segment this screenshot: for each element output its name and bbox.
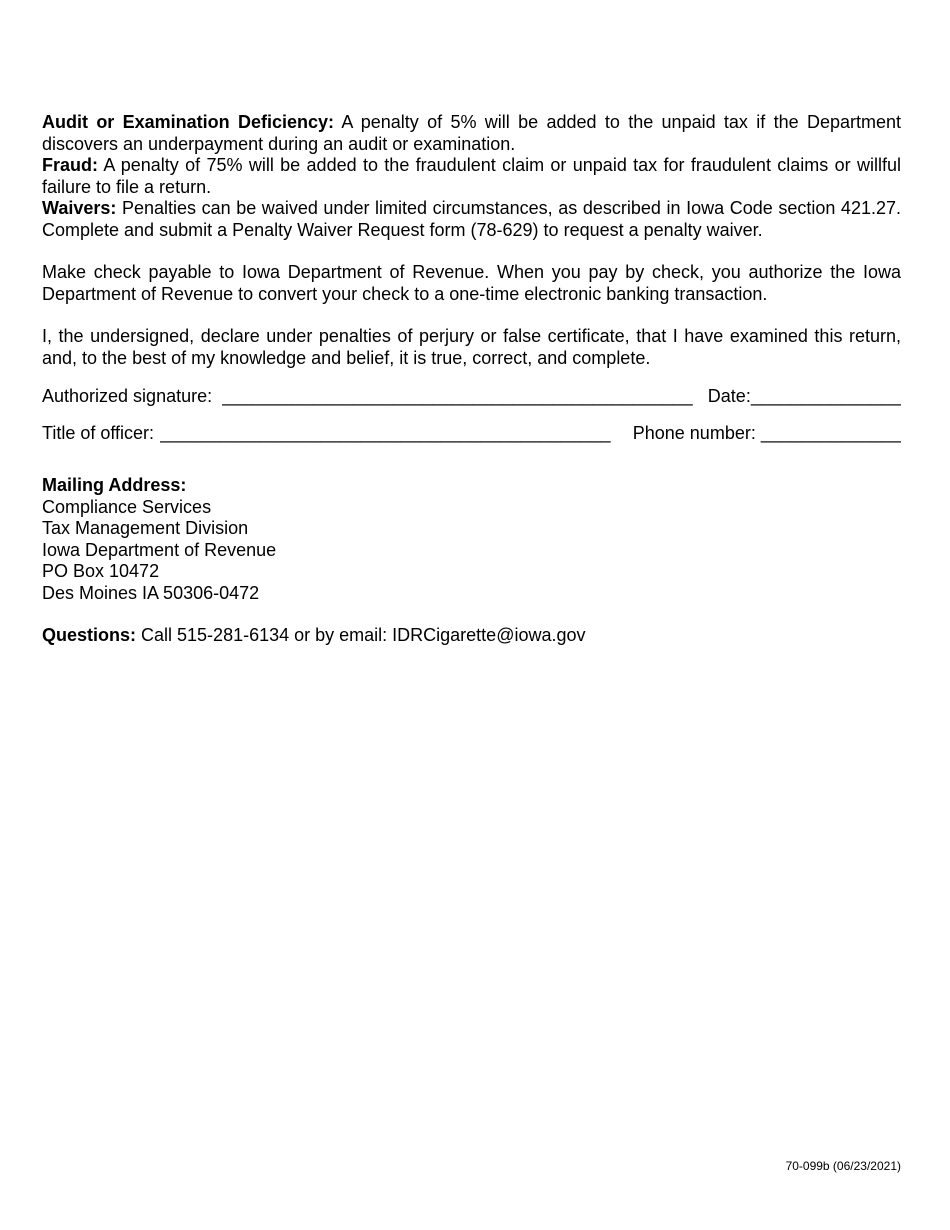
form-number: 70-099b (06/23/2021) [785, 1159, 901, 1173]
payment-instructions: Make check payable to Iowa Department of Revenue. When you pay by check, you authorize the Iowa Department of Revenue to convert your check to a one-time electronic banking transaction. [42, 262, 901, 304]
waivers-label: Waivers: [42, 198, 117, 218]
mailing-address-block [42, 475, 901, 604]
phone-number-label: Phone number: [632, 423, 756, 443]
questions-contact-text: Call 515-281-6134 or by email: IDRCigarette@iowa.gov [136, 625, 586, 645]
authorized-signature-label: Authorized signature: [42, 386, 213, 406]
authorized-signature-field[interactable]: _______________________________________________ [222, 386, 693, 406]
declaration-statement: I, the undersigned, declare under penalties of perjury or false certificate, that I have examined this return, and, to the best of my knowledge and belief, it is true, correct, and complete. [42, 326, 901, 368]
questions-label: Questions: [42, 625, 137, 645]
audit-penalty-text: A penalty of 5% will be added to the unpaid tax if the Department discovers an underpayment during an audit or examination. [42, 112, 901, 154]
title-of-officer-field[interactable]: _____________________________________________ [160, 423, 611, 443]
mailing-address-line: Compliance Services [42, 496, 212, 517]
fraud-penalty-label: Fraud: [42, 155, 98, 175]
officer-row [42, 423, 901, 445]
date-label: Date: [707, 386, 751, 406]
signature-row [42, 386, 901, 408]
audit-penalty-paragraph [42, 112, 901, 155]
fraud-penalty-paragraph [42, 155, 901, 198]
mailing-address-line: Tax Management Division [42, 518, 249, 538]
phone-number-field[interactable]: ______________ [760, 423, 901, 443]
questions-line [42, 625, 901, 647]
audit-penalty-label: Audit or Examination Deficiency: [42, 112, 335, 132]
fraud-penalty-text: A penalty of 75% will be added to the fraudulent claim or unpaid tax for fraudulent claims or willful failure to file a return. [42, 155, 901, 197]
mailing-address-line: PO Box 10472 [42, 561, 160, 581]
mailing-address-line: Des Moines IA 50306-0472 [42, 582, 260, 603]
waivers-text: Penalties can be waived under limited circumstances, as described in Iowa Code section 421.27. Complete and submit a Penalty Waiver Request form (78-629) to request a penalty waiver. [42, 198, 901, 240]
document-body [42, 112, 901, 647]
waivers-paragraph [42, 198, 901, 241]
spacer [42, 241, 901, 262]
title-of-officer-label: Title of officer: [42, 423, 155, 443]
mailing-address-heading: Mailing Address: [42, 475, 187, 495]
date-field[interactable]: _______________ [750, 386, 901, 406]
spacer [42, 305, 901, 326]
mailing-address-line: Iowa Department of Revenue [42, 539, 277, 560]
